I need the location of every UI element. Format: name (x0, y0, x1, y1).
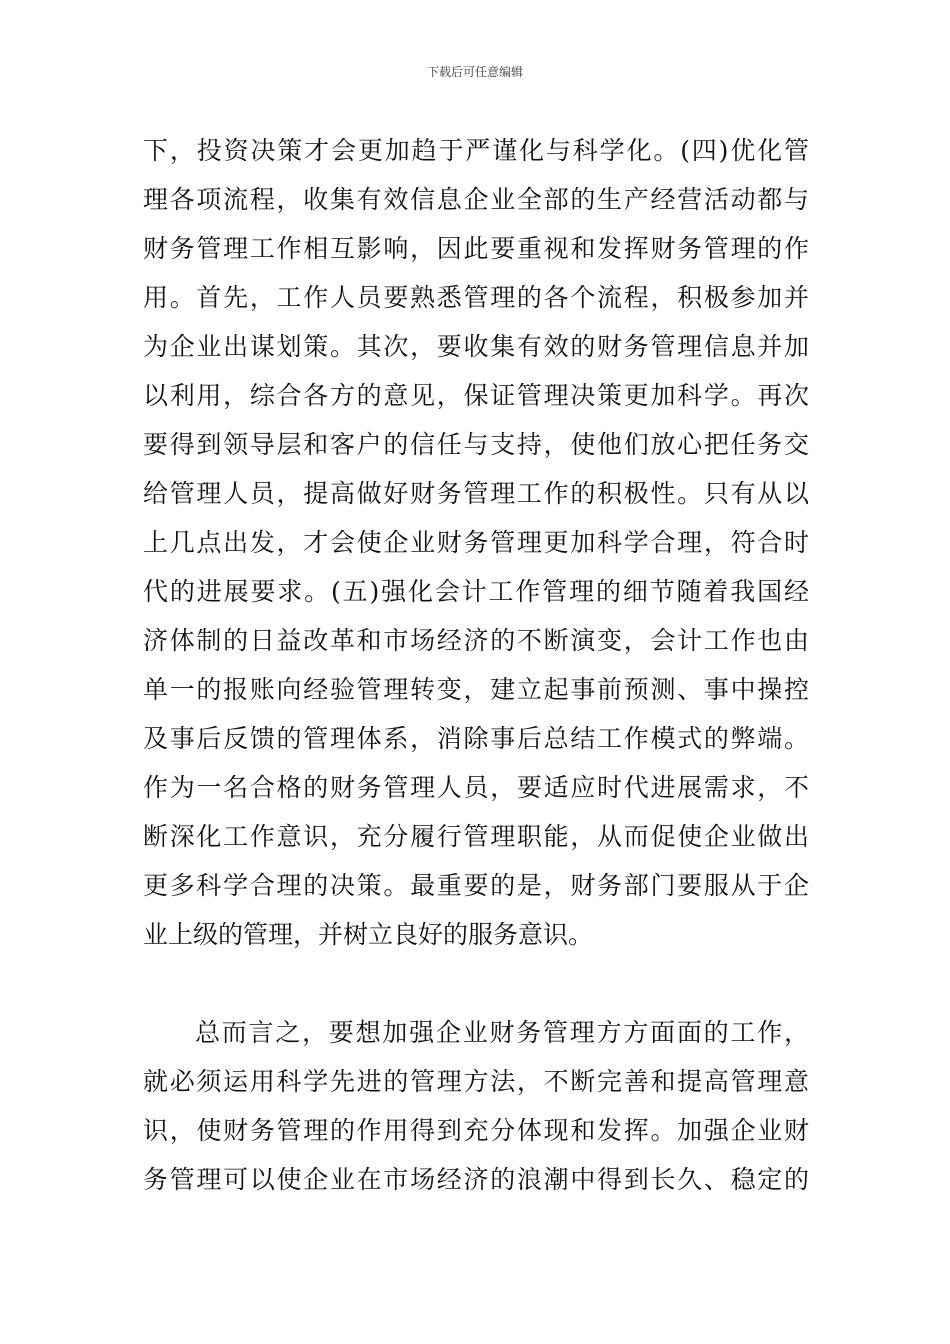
text-line: 用。首先，工作人员要熟悉管理的各个流程，积极参加并 (143, 283, 809, 312)
text-line: 以利用，综合各方的意见，保证管理决策更加科学。再次 (143, 381, 809, 410)
page-header: 下载后可任意编辑 (426, 65, 523, 79)
text-line: 代的进展要求。(五)强化会计工作管理的细节随着我国经 (143, 577, 809, 606)
text-line: 给管理人员，提高做好财务管理工作的积极性。只有从以 (143, 479, 809, 508)
text-line: 及事后反馈的管理体系，消除事后总结工作模式的弊端。 (143, 724, 809, 753)
text-line: 为企业出谋划策。其次，要收集有效的财务管理信息并加 (143, 332, 809, 361)
text-line: 理各项流程，收集有效信息企业全部的生产经营活动都与 (143, 185, 809, 214)
paragraph-1 (143, 126, 809, 959)
text-line: 更多科学合理的决策。最重要的是，财务部门要服从于企 (143, 871, 809, 900)
text-line: 单一的报账向经验管理转变，建立起事前预测、事中操控 (143, 675, 809, 704)
paragraph-gap (143, 959, 809, 1008)
text-line: 济体制的日益改革和市场经济的不断演变，会计工作也由 (143, 626, 809, 655)
paragraph-2 (143, 1008, 809, 1204)
text-line-indented: 总而言之，要想加强企业财务管理方方面面的工作， (195, 1018, 809, 1047)
text-line: 断深化工作意识，充分履行管理职能，从而促使企业做出 (143, 822, 809, 851)
text-line: 财务管理工作相互影响，因此要重视和发挥财务管理的作 (143, 234, 809, 263)
text-line: 务管理可以使企业在市场经济的浪潮中得到长久、稳定的 (143, 1165, 809, 1194)
text-line: 作为一名合格的财务管理人员，要适应时代进展需求，不 (143, 773, 809, 802)
text-line: 上几点出发，才会使企业财务管理更加科学合理，符合时 (143, 528, 809, 557)
text-line-last: 业上级的管理，并树立良好的服务意识。 (143, 920, 594, 949)
text-line: 识，使财务管理的作用得到充分体现和发挥。加强企业财 (143, 1116, 809, 1145)
text-line: 就必须运用科学先进的管理方法，不断完善和提高管理意 (143, 1067, 809, 1096)
text-line: 要得到领导层和客户的信任与支持，使他们放心把任务交 (143, 430, 809, 459)
text-line: 下，投资决策才会更加趋于严谨化与科学化。(四)优化管 (143, 136, 809, 165)
document-body (143, 126, 809, 1204)
